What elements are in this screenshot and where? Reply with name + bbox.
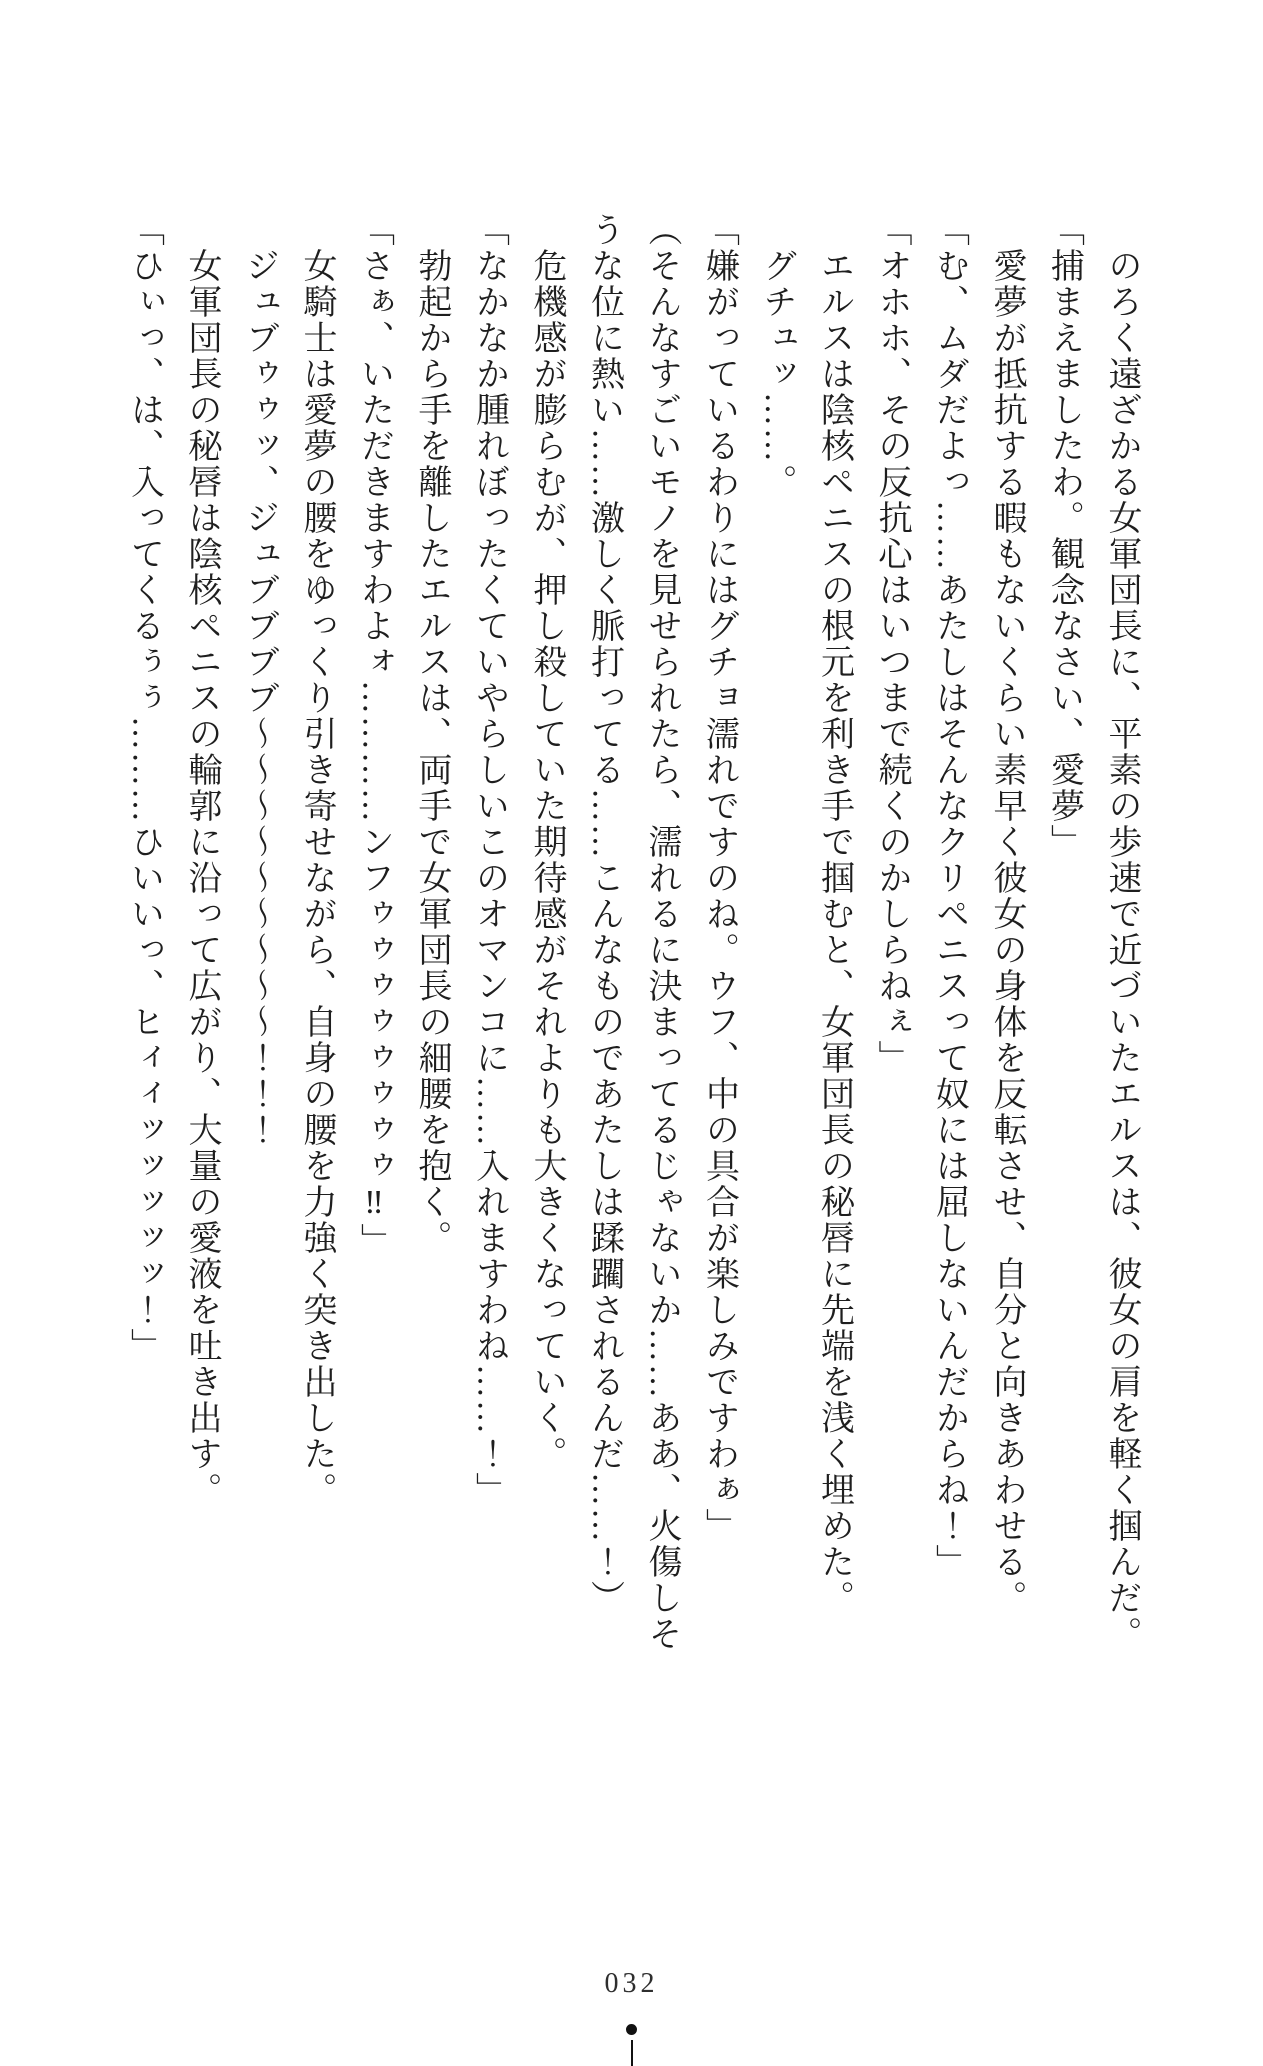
text-line: 危機感が膨らむが、押し殺していた期待感がそれよりも大きくなっていく。 xyxy=(528,248,565,1472)
text-line: のろく遠ざかる女軍団長に、平素の歩速で近づいたエルスは、彼女の肩を軽く掴んだ。 xyxy=(1103,248,1140,1652)
footer-line-mark xyxy=(631,2040,633,2066)
vertical-text-block xyxy=(115,212,1150,1662)
text-line: グチュッ……。 xyxy=(758,248,795,500)
text-line: ジュブゥゥッ、ジュブブブブ〜〜〜〜〜〜〜〜〜！！！ xyxy=(240,248,278,1148)
text-line: 「む、ムダだよっ……あたしはそんなクリペニスって奴には屈しないんだからね！」 xyxy=(930,212,968,1580)
text-line: 「さぁ、いただきますわよォ…………ンフゥゥゥゥゥゥゥゥ‼」 xyxy=(355,212,393,1259)
text-line: 女騎士は愛夢の腰をゆっくり引き寄せながら、自身の腰を力強く突き出した。 xyxy=(298,248,335,1508)
text-line: 愛夢が抵抗する暇もないくらい素早く彼女の身体を反転させ、自分と向きあわせる。 xyxy=(988,248,1025,1616)
text-line: 「捕まえましたわ。観念なさい、愛夢」 xyxy=(1045,212,1083,860)
text-line: 「ひぃっ、は、入ってくるぅぅ………ひいいっ、ヒィィッッッッッ！」 xyxy=(125,212,163,1364)
text-line: （そんなすごいモノを見せられたら、濡れるに決まってるじゃないか……ああ、火傷しそ xyxy=(643,212,680,1652)
text-line: 「なかなか腫れぼったくていやらしいこのオマンコに……入れますわね……！」 xyxy=(470,212,508,1508)
text-line: 「嫌がっているわりにはグチョ濡れですのね。ウフ、中の具合が楽しみですわぁ」 xyxy=(700,212,738,1544)
page-number: 032 xyxy=(604,1968,659,1999)
text-line: 女軍団長の秘唇は陰核ペニスの輪郭に沿って広がり、大量の愛液を吐き出す。 xyxy=(183,248,220,1508)
footer-dot-mark xyxy=(626,2024,637,2035)
text-line: 勃起から手を離したエルスは、両手で女軍団長の細腰を抱く。 xyxy=(413,248,450,1256)
text-line: うな位に熱い……激しく脈打ってる……こんなものであたしは蹂躙されるんだ……！） xyxy=(585,212,623,1616)
text-line: 「オホホ、その反抗心はいつまで続くのかしらねぇ」 xyxy=(873,212,910,1076)
text-line: エルスは陰核ペニスの根元を利き手で掴むと、女軍団長の秘唇に先端を浅く埋めた。 xyxy=(815,248,853,1616)
